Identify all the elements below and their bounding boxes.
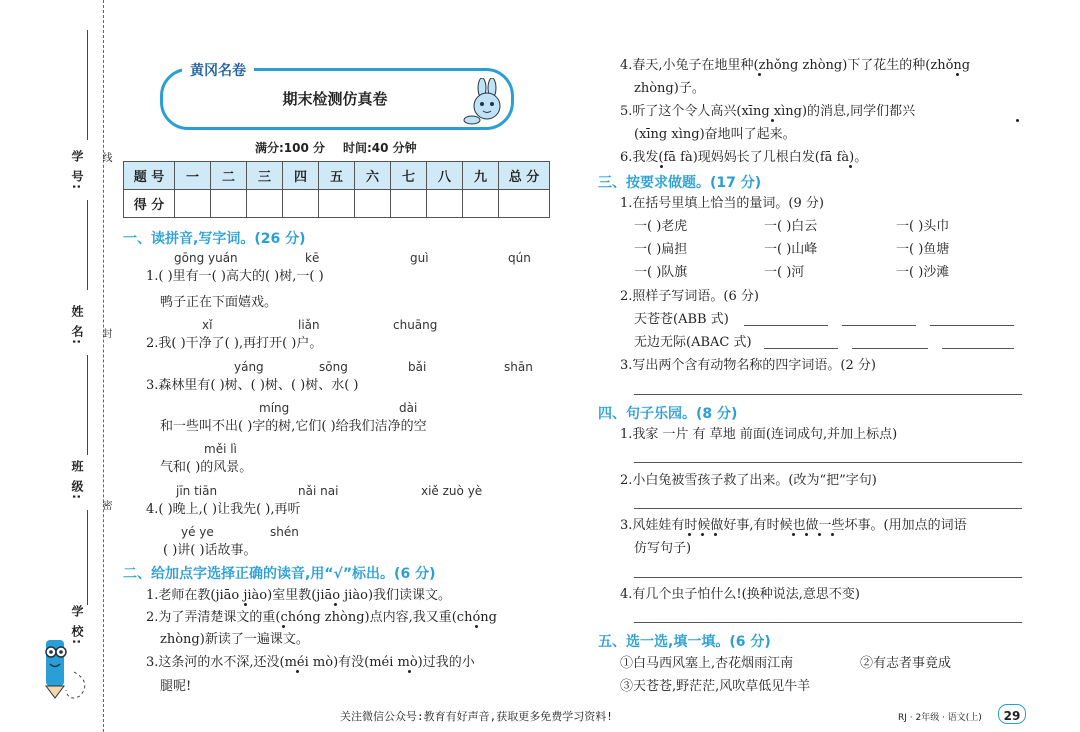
score-header-cell: 二 xyxy=(211,162,247,190)
pinyin: míng xyxy=(259,401,290,415)
question-text: 1.( )里有一( )高大的( )树,一( ) xyxy=(146,269,324,284)
emphasis-dot xyxy=(771,119,774,122)
emphasis-dot xyxy=(831,533,834,536)
pinyin: měi lì xyxy=(204,442,237,456)
emphasis-dot xyxy=(758,73,761,76)
score-cell[interactable] xyxy=(319,190,355,218)
question-text: 3.写出两个含有动物名称的四字词语。(2 分) xyxy=(620,358,876,373)
measure-word-item: 一( )扁担 xyxy=(634,242,688,257)
class-label: 班 级: xyxy=(70,460,84,501)
pencil-mascot-icon xyxy=(36,632,96,702)
pinyin: guì xyxy=(410,251,429,265)
question-text: 无边无际(ABAC 式) xyxy=(634,335,752,350)
emphasis-dot xyxy=(701,533,704,536)
id-line xyxy=(87,30,88,140)
pinyin: dài xyxy=(399,401,418,415)
score-header-cell: 六 xyxy=(355,162,391,190)
pinyin: yáng xyxy=(234,360,264,374)
seal-feng: 封 xyxy=(100,328,111,338)
question-text: 气和( )的风景。 xyxy=(160,460,253,475)
score-header-cell: 九 xyxy=(463,162,499,190)
question-text: zhòng)子。 xyxy=(634,81,705,96)
emphasis-dot xyxy=(475,625,478,628)
pinyin: nǎi nai xyxy=(298,484,339,498)
class-line xyxy=(87,510,88,605)
footer-edition: RJ · 2年级 · 语文(上) xyxy=(898,713,982,723)
section-1-title: 一、读拼音,写字词。(26 分) xyxy=(123,231,306,247)
measure-word-item: 一( )鱼塘 xyxy=(896,242,950,257)
pinyin: xiě zuò yè xyxy=(421,484,483,498)
pinyin: kē xyxy=(305,251,320,265)
question-text: zhòng)新读了一遍课文。 xyxy=(160,632,309,647)
pinyin: sōng xyxy=(319,360,348,374)
emphasis-dot xyxy=(956,73,959,76)
emphasis-dot xyxy=(296,670,299,673)
pinyin: gōng yuán xyxy=(174,251,238,265)
rabbit-mascot-icon xyxy=(460,78,512,128)
question-text: (xīng xìng)奋地叫了起来。 xyxy=(634,127,796,142)
name-label: 姓 名: xyxy=(70,305,84,346)
answer-line[interactable] xyxy=(842,325,916,326)
question-text: 4.春天,小兔子在地里种(zhǒng zhòng)下了花生的种(zhǒng xyxy=(620,58,971,73)
emphasis-dot xyxy=(688,533,691,536)
question-text: 1.我家 一片 有 草地 前面(连词成句,并加上标点) xyxy=(620,427,898,442)
section-2-title: 二、给加点字选择正确的读音,用“√”标出。(6 分) xyxy=(123,566,436,582)
emphasis-dot xyxy=(408,670,411,673)
score-table xyxy=(123,161,550,218)
question-text: 仿写句子) xyxy=(634,541,692,556)
question-text: 2.为了弄清楚课文的重(chóng zhòng)点内容,我又重(chóng xyxy=(146,610,497,625)
score-table-score-row xyxy=(124,190,550,218)
question-text: 4.有几个虫子怕什么!(换种说法,意思不变) xyxy=(620,587,860,602)
brand-logo: 黄冈名卷 xyxy=(182,58,254,82)
pinyin: liǎn xyxy=(298,318,320,332)
measure-word-item: 一( )沙滩 xyxy=(896,265,950,280)
pinyin: yé ye xyxy=(181,525,214,539)
score-header-cell: 五 xyxy=(319,162,355,190)
emphasis-dot xyxy=(282,625,285,628)
score-cell[interactable] xyxy=(427,190,463,218)
score-row-label: 得 分 xyxy=(124,190,175,218)
score-header-cell: 题 号 xyxy=(124,162,175,190)
measure-word-item: 一( )山峰 xyxy=(764,242,818,257)
question-text: 腿呢! xyxy=(160,679,192,694)
score-header-cell: 三 xyxy=(247,162,283,190)
page-title: 期末检测仿真卷 xyxy=(282,90,388,108)
pinyin: jīn tiān xyxy=(176,484,218,498)
question-text: 3.这条河的水不深,还没(méi mò)有没(méi mò)过我的小 xyxy=(146,655,475,670)
seal-xian: 线 xyxy=(100,152,111,162)
page-number: 29 xyxy=(1003,709,1021,723)
pinyin: xǐ xyxy=(202,318,213,332)
measure-word-item: 一( )队旗 xyxy=(634,265,688,280)
measure-word-item: 一( )白云 xyxy=(764,219,818,234)
page-number-badge xyxy=(998,704,1026,724)
section-3-title: 三、按要求做题。(17 分) xyxy=(598,175,762,191)
question-text: 3.森林里有( )树、( )树、( )树、水( ) xyxy=(146,378,359,393)
answer-line[interactable] xyxy=(634,622,1022,623)
school-label: 学 校: xyxy=(70,605,84,646)
question-text: 1.在括号里填上恰当的量词。(9 分) xyxy=(620,196,824,211)
score-cell[interactable] xyxy=(247,190,283,218)
question-text: 3.风娃娃有时候做好事,有时候也做一些坏事。(用加点的词语 xyxy=(620,518,967,533)
answer-line[interactable] xyxy=(634,577,1022,578)
emphasis-dot xyxy=(660,165,663,168)
measure-word-item: 一( )老虎 xyxy=(634,219,688,234)
binding-margin xyxy=(0,0,110,732)
footer-notice: 关注微信公众号:教育有好声音,获取更多免费学习资料! xyxy=(340,710,613,723)
score-header-cell: 总 分 xyxy=(499,162,550,190)
option-1: ①白马西风塞上,杏花烟雨江南 xyxy=(620,656,794,671)
answer-line[interactable] xyxy=(852,348,928,349)
score-cell[interactable] xyxy=(463,190,499,218)
pinyin: qún xyxy=(508,251,531,265)
question-text: 1.老师在教(jiāo jiào)室里教(jiāo jiào)我们读课文。 xyxy=(146,588,452,603)
pinyin: chuāng xyxy=(393,318,438,332)
question-text: 2.照样子写词语。(6 分) xyxy=(620,289,759,304)
id-line-2 xyxy=(87,200,88,290)
emphasis-dot xyxy=(334,603,337,606)
question-text: 鸭子正在下面嬉戏。 xyxy=(160,295,278,310)
answer-line[interactable] xyxy=(634,394,1022,395)
emphasis-dot xyxy=(1016,119,1019,122)
measure-word-item: 一( )头巾 xyxy=(896,219,950,234)
score-cell[interactable] xyxy=(355,190,391,218)
question-text: 2.小白兔被雪孩子救了出来。(改为“把”字句) xyxy=(620,473,877,488)
question-text: 4.( )晚上,( )让我先( ),再听 xyxy=(146,502,301,517)
score-header-cell: 一 xyxy=(175,162,211,190)
exam-time: 时间:40 分钟 xyxy=(343,141,417,155)
fold-dashed-line xyxy=(103,0,104,732)
option-3: ③天苍苍,野茫茫,风吹草低见牛羊 xyxy=(620,679,811,694)
score-header-cell: 七 xyxy=(391,162,427,190)
score-cell[interactable] xyxy=(283,190,319,218)
measure-word-item: 一( )河 xyxy=(764,265,805,280)
score-cell[interactable] xyxy=(175,190,211,218)
question-text: 和一些叫不出( )字的树,它们( )给我们洁净的空 xyxy=(160,419,427,434)
question-text: 天苍苍(ABB 式) xyxy=(634,312,729,327)
answer-line[interactable] xyxy=(930,325,1014,326)
pinyin: bǎi xyxy=(408,360,427,374)
score-header-cell: 八 xyxy=(427,162,463,190)
score-cell[interactable] xyxy=(391,190,427,218)
section-5-title: 五、选一选,填一填。(6 分) xyxy=(598,634,771,650)
answer-line[interactable] xyxy=(634,508,1022,509)
id-label: 学 号: xyxy=(70,150,84,191)
seal-mi: 密 xyxy=(100,500,111,510)
question-text: 2.我( )干净了( ),再打开( )户。 xyxy=(146,336,323,351)
question-text: 6.我发(fā fà)现妈妈长了几根白发(fā fà)。 xyxy=(620,150,868,165)
emphasis-dot xyxy=(244,603,247,606)
answer-line[interactable] xyxy=(634,462,1022,463)
score-cell[interactable] xyxy=(499,190,550,218)
emphasis-dot xyxy=(792,533,795,536)
name-line xyxy=(87,355,88,455)
answer-line[interactable] xyxy=(764,348,838,349)
section-4-title: 四、句子乐园。(8 分) xyxy=(598,406,738,422)
question-text: ( )讲( )话故事。 xyxy=(163,543,257,558)
score-table-header-row xyxy=(124,162,550,190)
emphasis-dot xyxy=(849,165,852,168)
full-score: 满分:100 分 xyxy=(255,141,326,155)
emphasis-dot xyxy=(714,533,717,536)
answer-line[interactable] xyxy=(744,325,828,326)
pinyin: shān xyxy=(504,360,533,374)
score-cell[interactable] xyxy=(211,190,247,218)
emphasis-dot xyxy=(805,533,808,536)
answer-line[interactable] xyxy=(942,348,1014,349)
question-text: 5.听了这个令人高兴(xīng xìng)的消息,同学们都兴 xyxy=(620,104,916,119)
pinyin: shén xyxy=(270,525,299,539)
emphasis-dot xyxy=(818,533,821,536)
option-2: ②有志者事竟成 xyxy=(860,656,952,671)
score-header-cell: 四 xyxy=(283,162,319,190)
